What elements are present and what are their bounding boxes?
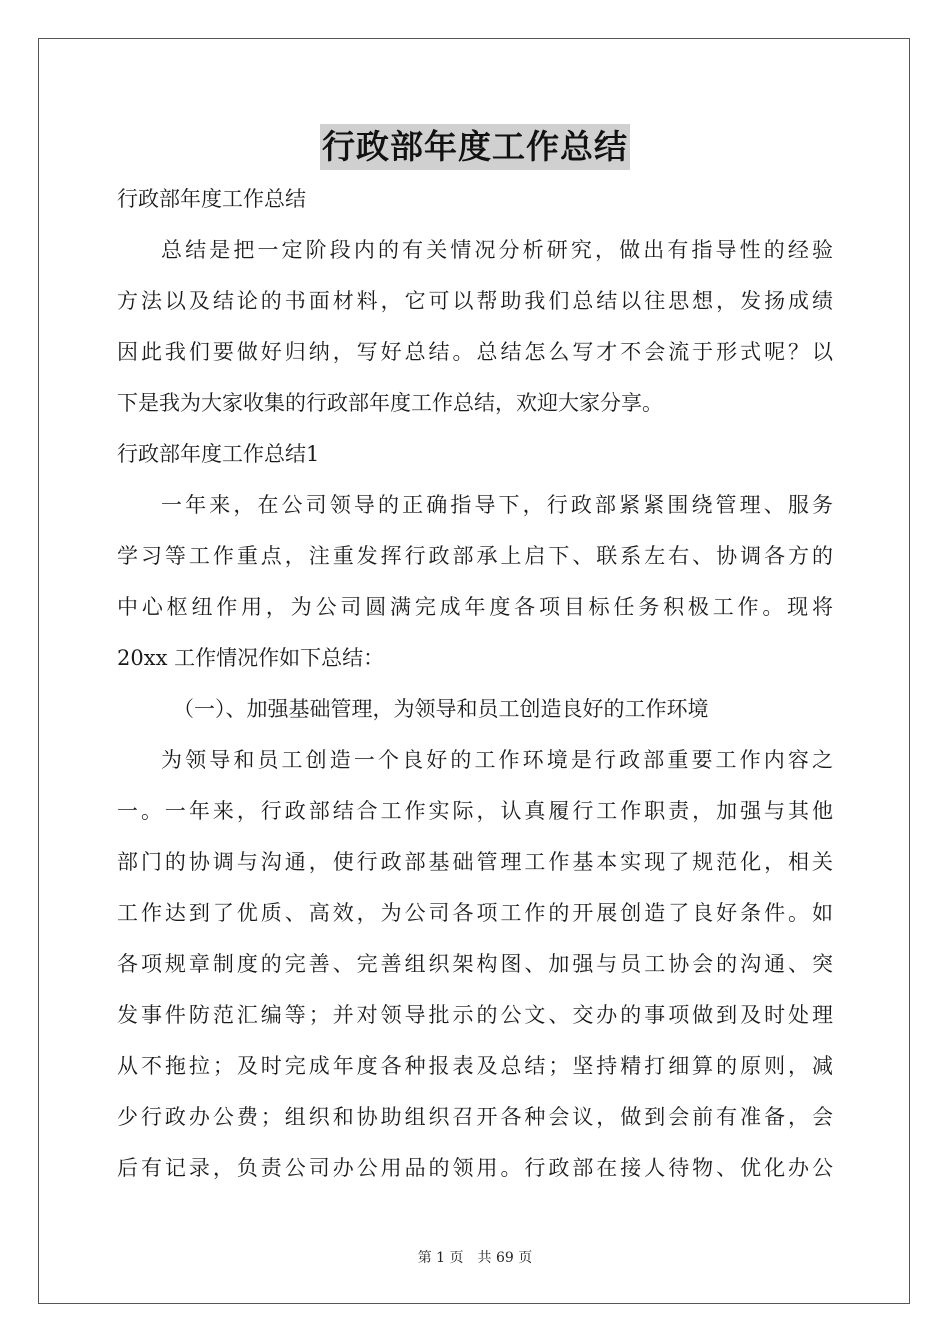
page-total: 共 69 页	[477, 1250, 533, 1266]
para1-line: 学习等工作重点，注重发挥行政部承上启下、联系左右、协调各方的	[117, 544, 833, 568]
para2-line: 工作达到了优质、高效，为公司各项工作的开展创造了良好条件。如	[117, 901, 833, 925]
subheading: （一）、加强基础管理，为领导和员工创造良好的工作环境	[173, 697, 709, 721]
intro-line: 下是我为大家收集的行政部年度工作总结，欢迎大家分享。	[117, 391, 663, 415]
title-container	[0, 124, 950, 170]
document-body	[117, 174, 833, 1194]
para1-line: 一年来，在公司领导的正确指导下，行政部紧紧围绕管理、服务	[161, 493, 833, 517]
para2-line: 从不拖拉；及时完成年度各种报表及总结；坚持精打细算的原则，减	[117, 1054, 833, 1078]
para2-line: 发事件防范汇编等；并对领导批示的公文、交办的事项做到及时处理	[117, 1003, 833, 1027]
page-number: 第 1 页	[417, 1250, 464, 1266]
para1-line: 中心枢纽作用，为公司圆满完成年度各项目标任务积极工作。现将	[117, 595, 833, 619]
para2-line: 一。一年来，行政部结合工作实际，认真履行工作职责，加强与其他	[117, 799, 833, 823]
para2-line: 后有记录，负责公司办公用品的领用。行政部在接人待物、优化办公	[117, 1156, 833, 1180]
para2-line: 各项规章制度的完善、完善组织架构图、加强与员工协会的沟通、突	[117, 952, 833, 976]
intro-line: 因此我们要做好归纳，写好总结。总结怎么写才不会流于形式呢？以	[117, 340, 833, 364]
para2-line: 少行政办公费；组织和协助组织召开各种会议，做到会前有准备，会	[117, 1105, 833, 1129]
para2-line: 为领导和员工创造一个良好的工作环境是行政部重要工作内容之	[161, 748, 833, 772]
para1-line: 20xx 工作情况作如下总结：	[117, 646, 385, 670]
intro-line: 总结是把一定阶段内的有关情况分析研究，做出有指导性的经验	[161, 238, 833, 262]
document-title: 行政部年度工作总结	[320, 124, 630, 170]
page-footer	[0, 1247, 950, 1267]
subtitle: 行政部年度工作总结	[117, 187, 306, 211]
section-heading: 行政部年度工作总结1	[117, 442, 320, 466]
para2-line: 部门的协调与沟通，使行政部基础管理工作基本实现了规范化，相关	[117, 850, 833, 874]
intro-line: 方法以及结论的书面材料，它可以帮助我们总结以往思想，发扬成绩	[117, 289, 833, 313]
